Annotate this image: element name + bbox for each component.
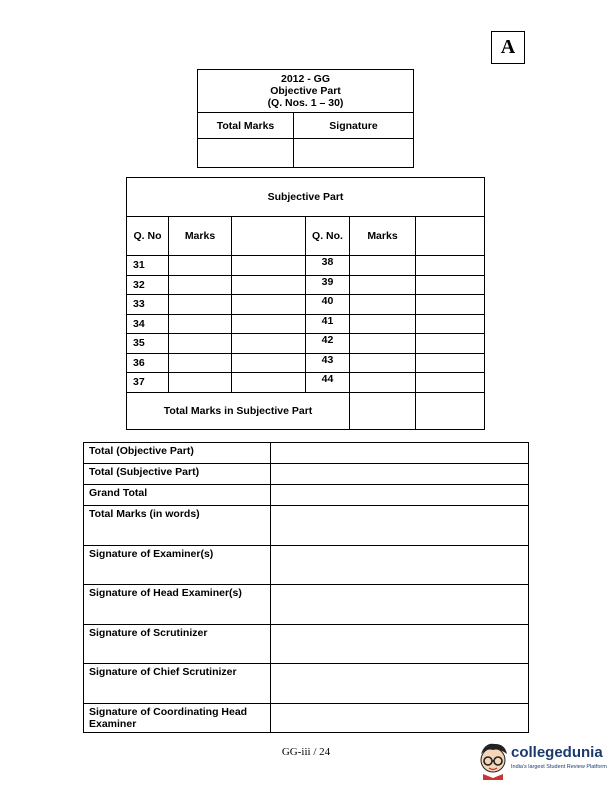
extra-right[interactable] [416,334,485,354]
qno-left: 31 [127,256,169,276]
summary-row [84,443,529,464]
set-label-a: A [491,31,525,64]
subjective-marks-table [126,177,485,430]
extra-left[interactable] [232,353,306,373]
objective-title: Objective Part [270,85,341,97]
summary-value-cell[interactable] [271,664,529,704]
subjective-row [127,353,485,373]
subjective-row [127,373,485,393]
extra-left[interactable] [232,334,306,354]
summary-value-cell[interactable] [271,545,529,585]
marks-left[interactable] [169,295,232,315]
marks-left[interactable] [169,314,232,334]
extra-right[interactable] [416,314,485,334]
extra-right[interactable] [416,275,485,295]
objective-code: 2012 - GG [280,73,331,85]
extra-right[interactable] [416,353,485,373]
mascot-icon [477,740,511,780]
objective-range: (Q. Nos. 1 – 30) [267,97,344,109]
summary-value-cell[interactable] [271,624,529,664]
qno-right: 43 [306,353,350,373]
qno-right: 42 [306,334,350,354]
logo-tagline: India's largest Student Review Platform [511,764,607,770]
summary-label: Signature of Scrutinizer [84,624,271,664]
marks-right[interactable] [350,314,416,334]
summary-label: Total (Objective Part) [84,443,271,464]
summary-row [84,585,529,625]
subjective-total-extra[interactable] [416,392,485,429]
summary-label: Signature of Coordinating Head Examiner [84,703,271,732]
marks-right[interactable] [350,295,416,315]
subjective-row [127,314,485,334]
extra-left[interactable] [232,295,306,315]
logo-name: collegedunia [511,744,603,761]
qno-right: 40 [306,295,350,315]
subjective-row [127,275,485,295]
summary-row [84,545,529,585]
qno-right: 41 [306,314,350,334]
subjective-total-cell[interactable] [350,392,416,429]
summary-row [84,703,529,732]
summary-label: Signature of Head Examiner(s) [84,585,271,625]
collegedunia-logo [477,740,607,780]
summary-label: Signature of Examiner(s) [84,545,271,585]
marks-right[interactable] [350,353,416,373]
marks-header-left: Marks [169,217,232,256]
qno-left: 35 [127,334,169,354]
qno-right: 39 [306,275,350,295]
summary-row [84,506,529,546]
summary-row [84,624,529,664]
subjective-total-label: Total Marks in Subjective Part [127,392,350,429]
summary-value-cell[interactable] [271,443,529,464]
blank-header-right [416,217,485,256]
extra-right[interactable] [416,373,485,393]
marks-right[interactable] [350,275,416,295]
qno-left: 34 [127,314,169,334]
objective-total-marks-cell[interactable] [198,139,294,168]
marks-header-right: Marks [350,217,416,256]
marks-left[interactable] [169,353,232,373]
objective-total-marks-label: Total Marks [198,113,294,139]
summary-value-cell[interactable] [271,703,529,732]
subjective-title: Subjective Part [127,178,485,217]
objective-header [198,70,414,113]
qno-left: 33 [127,295,169,315]
summary-row [84,664,529,704]
marks-left[interactable] [169,373,232,393]
marks-left[interactable] [169,275,232,295]
extra-right[interactable] [416,256,485,276]
qno-header-right: Q. No. [306,217,350,256]
extra-right[interactable] [416,295,485,315]
summary-label: Grand Total [84,485,271,506]
marks-left[interactable] [169,256,232,276]
objective-marks-table [197,69,414,168]
qno-left: 37 [127,373,169,393]
qno-right: 44 [306,373,350,393]
summary-row [84,485,529,506]
extra-left[interactable] [232,275,306,295]
summary-label: Total Marks (in words) [84,506,271,546]
qno-right: 38 [306,256,350,276]
marks-right[interactable] [350,334,416,354]
summary-value-cell[interactable] [271,485,529,506]
marks-right[interactable] [350,373,416,393]
qno-left: 32 [127,275,169,295]
summary-value-cell[interactable] [271,464,529,485]
subjective-row [127,256,485,276]
summary-value-cell[interactable] [271,506,529,546]
summary-row [84,464,529,485]
extra-left[interactable] [232,314,306,334]
extra-left[interactable] [232,256,306,276]
subjective-row [127,334,485,354]
marks-left[interactable] [169,334,232,354]
objective-signature-label: Signature [294,113,414,139]
subjective-row [127,295,485,315]
summary-label: Total (Subjective Part) [84,464,271,485]
marks-right[interactable] [350,256,416,276]
summary-value-cell[interactable] [271,585,529,625]
summary-table [83,442,529,733]
objective-signature-cell[interactable] [294,139,414,168]
page-number: GG-iii / 24 [281,746,331,758]
extra-left[interactable] [232,373,306,393]
qno-left: 36 [127,353,169,373]
blank-header-left [232,217,306,256]
summary-label: Signature of Chief Scrutinizer [84,664,271,704]
qno-header-left: Q. No [127,217,169,256]
